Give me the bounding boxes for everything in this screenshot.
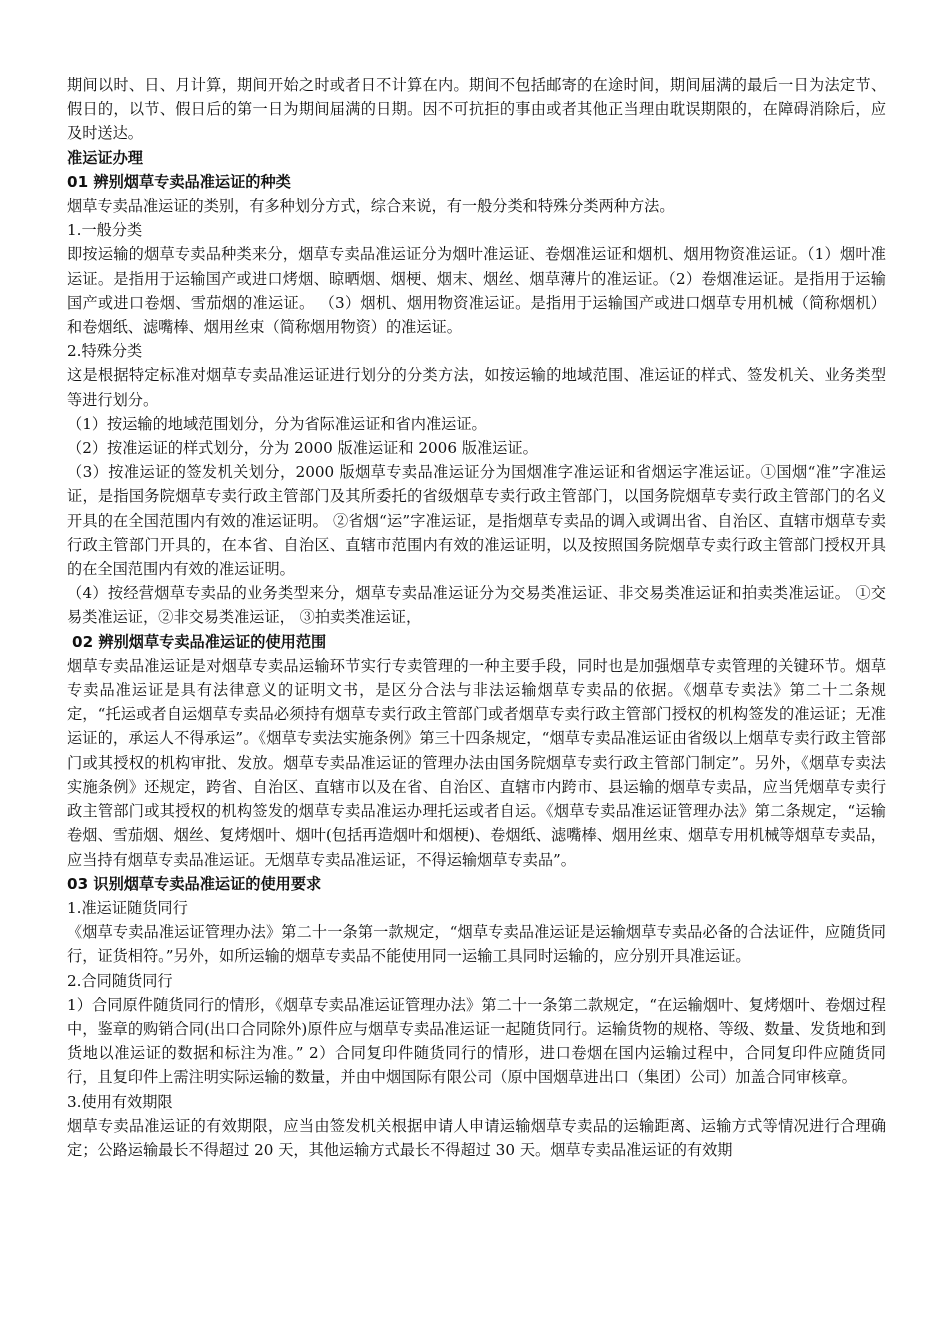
paragraph: 《烟草专卖品准运证管理办法》第二十一条第一款规定，“烟草专卖品准运证是运输烟草专卖品必备的合法证件，应随货同行，证货相符。”另外，如所运输的烟草专卖品不能使用同一运输工具同时运输的，应分别开具准运证。 [67,923,886,966]
paragraph: 2.特殊分类 [67,342,143,361]
subsection-heading: 03 识别烟草专卖品准运证的使用要求 [67,874,322,893]
subsection-heading: 01 辨别烟草专卖品准运证的种类 [67,172,291,191]
paragraph: （2）按准运证的样式划分，分为 2000 版准运证和 2006 版准运证。 [67,439,538,458]
paragraph: 期间以时、日、月计算，期间开始之时或者日不计算在内。期间不包括邮寄的在途时间，期间届满的最后一日为法定节、假日的，以节、假日后的第一日为期间届满的日期。因不可抗拒的事由或者其他正当理由耽误期限的，在障碍消除后，应及时送达。 [67,76,886,143]
section-heading: 准运证办理 [67,148,143,167]
paragraph: 1.一般分类 [67,221,143,240]
paragraph: （3）按准运证的签发机关划分，2000 版烟草专卖品准运证分为国烟准字准运证和省烟运字准运证。①国烟“准”字准运证，是指国务院烟草专卖行政主管部门及其所委托的省级烟草专卖行政主管部门，以国务院烟草专卖行政主管部门的名义开具的在全国范围内有效的准运证明。 ②省烟“运”字准运证，是指烟草专卖品的调入或调出省、自治区、直辖市烟草专卖行政主管部门开具的，在本省、自治区、直辖市范围内有效的准运证明，以及按照国务院烟草专卖行政主管部门授权开具的在全国范围内有效的准运证明。 [67,463,886,579]
paragraph: 即按运输的烟草专卖品种类来分，烟草专卖品准运证分为烟叶准运证、卷烟准运证和烟机、烟用物资准运证。（1）烟叶准运证。是指用于运输国产或进口烤烟、晾晒烟、烟梗、烟末、烟丝、烟草薄片的准运证。（2）卷烟准运证。是指用于运输国产或进口卷烟、雪茄烟的准运证。 （3）烟机、烟用物资准运证。是指用于运输国产或进口烟草专用机械（简称烟机）和卷烟纸、滤嘴棒、烟用丝束（简称烟用物资）的准运证。 [67,245,886,337]
paragraph: 3.使用有效期限 [67,1092,173,1111]
paragraph: （4）按经营烟草专卖品的业务类型来分，烟草专卖品准运证分为交易类准运证、非交易类准运证和拍卖类准运证。 ①交易类准运证，②非交易类准运证， ③拍卖类准运证， [67,584,886,627]
subsection-heading: 02 辨别烟草专卖品准运证的使用范围 [72,632,327,651]
paragraph: 烟草专卖品准运证的有效期限，应当由签发机关根据申请人申请运输烟草专卖品的运输距离、运输方式等情况进行合理确定；公路运输最长不得超过 20 天，其他运输方式最长不得超过 30 天。烟草专卖品准运证的有效期 [67,1116,886,1159]
paragraph: 这是根据特定标准对烟草专卖品准运证进行划分的分类方法，如按运输的地域范围、准运证的样式、签发机关、业务类型等进行划分。 [67,366,886,409]
paragraph: 1）合同原件随货同行的情形，《烟草专卖品准运证管理办法》第二十一条第二款规定，“在运输烟叶、复烤烟叶、卷烟过程中，鉴章的购销合同(出口合同除外)原件应与烟草专卖品准运证一起随货同行。运输货物的规格、等级、数量、发货地和到货地以准运证的数据和标注为准。” 2）合同复印件随货同行的情形，进口卷烟在国内运输过程中，合同复印件应随货同行，且复印件上需注明实际运输的数量，并由中烟国际有限公司（原中国烟草进出口（集团）公司）加盖合同审核章。 [67,995,886,1087]
paragraph: （1）按运输的地域范围划分，分为省际准运证和省内准运证。 [67,414,487,433]
paragraph: 1.准运证随货同行 [67,898,188,917]
paragraph: 烟草专卖品准运证的类别，有多种划分方式，综合来说，有一般分类和特殊分类两种方法。 [67,197,675,216]
paragraph: 烟草专卖品准运证是对烟草专卖品运输环节实行专卖管理的一种主要手段，同时也是加强烟草专卖管理的关键环节。烟草专卖品准运证是具有法律意义的证明文书，是区分合法与非法运输烟草专卖品的依据。《烟草专卖法》第二十二条规定，“托运或者自运烟草专卖品必须持有烟草专卖行政主管部门或者烟草专卖行政主管部门授权的机构签发的准运证；无准运证的，承运人不得承运”。《烟草专卖法实施条例》第三十四条规定，“烟草专卖品准运证由省级以上烟草专卖行政主管部门或其授权的机构审批、发放。烟草专卖品准运证的管理办法由国务院烟草专卖行政主管部门制定”。另外，《烟草专卖法实施条例》还规定，跨省、自治区、直辖市以及在省、自治区、直辖市内跨市、县运输的烟草专卖品，应当凭烟草专卖行政主管部门或其授权的机构签发的烟草专卖品准运办理托运或者自运。《烟草专卖品准运证管理办法》第二条规定，“运输卷烟、雪茄烟、烟丝、复烤烟叶、烟叶(包括再造烟叶和烟梗)、卷烟纸、滤嘴棒、烟用丝束、烟草专用机械等烟草专卖品，应当持有烟草专卖品准运证。无烟草专卖品准运证，不得运输烟草专卖品”。 [67,656,886,869]
paragraph: 2.合同随货同行 [67,971,173,990]
